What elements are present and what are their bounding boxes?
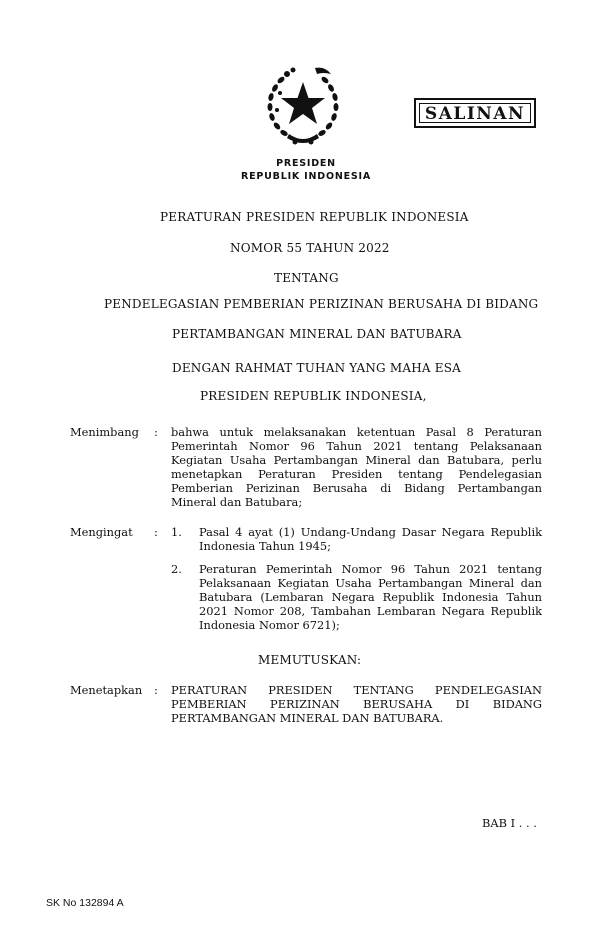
mengingat-item-text: Peraturan Pemerintah Nomor 96 Tahun 2021 tentang Pelaksanaan Kegiatan Usaha Pertambangan Mineral dan Batubara (Lembaran Negara Republik Indonesia Tahun 2021 Nomor 208, Tambahan Lembaran Negara Republik Indonesia Nomor 6721);: [199, 562, 542, 632]
regulation-subject-line2: PERTAMBANGAN MINERAL DAN BATUBARA: [172, 327, 462, 341]
regulation-title: PERATURAN PRESIDEN REPUBLIK INDONESIA: [160, 210, 469, 224]
mengingat-label: Mengingat: [70, 525, 133, 539]
menetapkan-line2: PEMBERIAN PERIZINAN BERUSAHA DI BIDANG: [171, 697, 542, 711]
mengingat-colon: :: [154, 525, 158, 539]
mengingat-item-number: 2.: [171, 562, 182, 576]
menimbang-colon: :: [154, 425, 158, 439]
mengingat-item-number: 1.: [171, 525, 182, 539]
rahmat-line: DENGAN RAHMAT TUHAN YANG MAHA ESA: [172, 361, 461, 375]
page-continuation: BAB I . . .: [482, 816, 537, 830]
menetapkan-label: Menetapkan: [70, 683, 143, 697]
menimbang-text: bahwa untuk melaksanakan ketentuan Pasal 8 Peraturan Pemerintah Nomor 96 Tahun 2021 tentang Pelaksanaan Kegiatan Usaha Pertambangan Mineral dan Batubara, perlu menetapkan Peraturan Presiden tentang Pendelegasian Pemberian Perizinan Berusaha di Bidang Pertambangan Mineral dan Batubara;: [171, 425, 542, 509]
header-republik: REPUBLIK INDONESIA: [241, 171, 371, 182]
regulation-tentang: TENTANG: [274, 271, 339, 285]
document-code: SK No 132894 A: [46, 897, 124, 909]
regulation-number: NOMOR 55 TAHUN 2022: [230, 241, 390, 255]
menetapkan-colon: :: [154, 683, 158, 697]
memutuskan-heading: MEMUTUSKAN:: [258, 653, 362, 667]
mengingat-item-text: Pasal 4 ayat (1) Undang-Undang Dasar Negara Republik Indonesia Tahun 1945;: [199, 525, 542, 553]
header-presiden: PRESIDEN: [276, 158, 336, 169]
regulation-subject-line1: PENDELEGASIAN PEMBERIAN PERIZINAN BERUSAHA DI BIDANG: [104, 297, 539, 311]
menetapkan-line3: PERTAMBANGAN MINERAL DAN BATUBARA.: [171, 711, 444, 725]
presiden-line: PRESIDEN REPUBLIK INDONESIA,: [200, 389, 427, 403]
salinan-label: SALINAN: [419, 103, 531, 123]
salinan-stamp: [414, 98, 536, 128]
menetapkan-line1: PERATURAN PRESIDEN TENTANG PENDELEGASIAN: [171, 683, 542, 697]
presidential-emblem-icon: [255, 60, 351, 150]
menimbang-label: Menimbang: [70, 425, 139, 439]
